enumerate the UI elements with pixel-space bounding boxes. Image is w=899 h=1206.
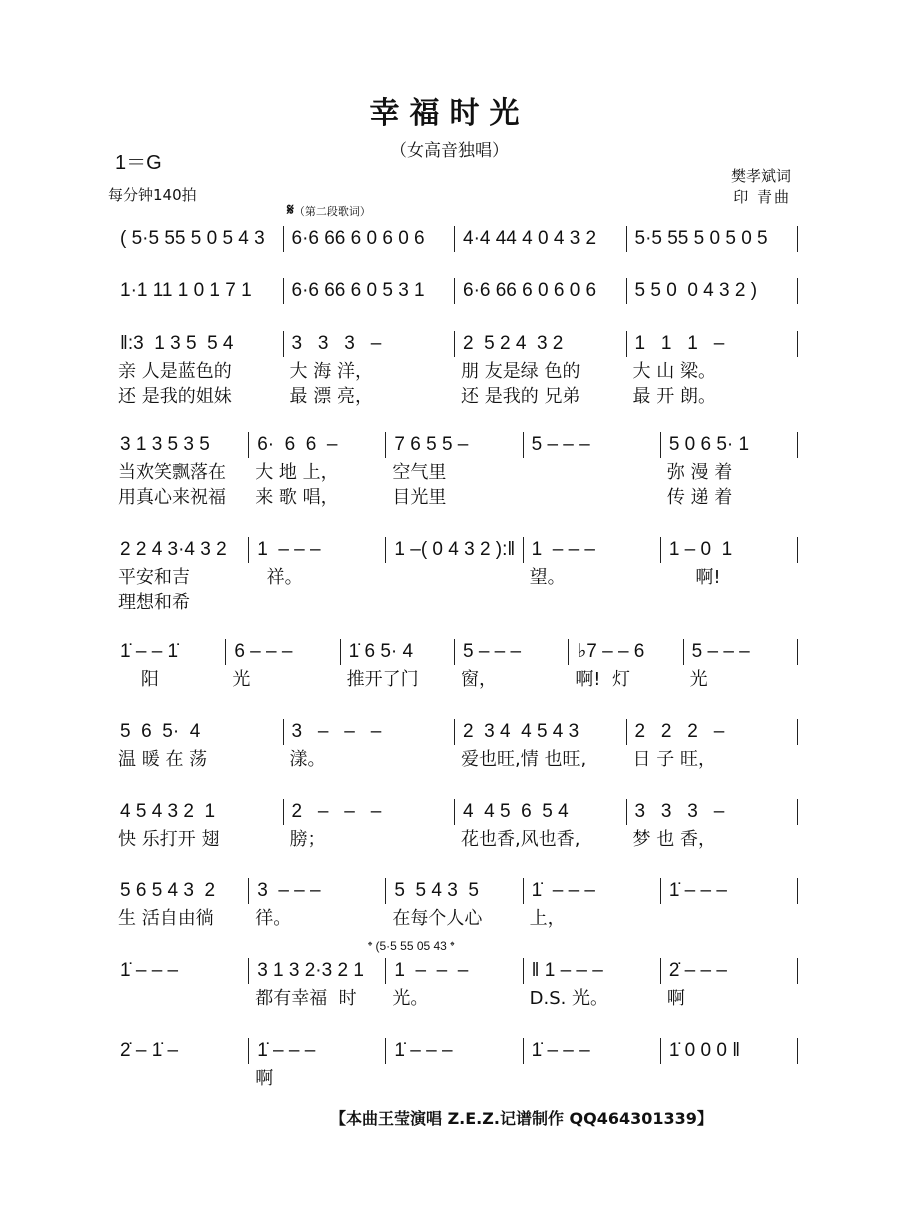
measure: 5·5 55 5 0 5 0 5 [627, 226, 799, 252]
lyric-segment [524, 1066, 661, 1091]
measure: 2̇ – 1̇ – [112, 1038, 249, 1064]
measure: 6 – – – [226, 639, 340, 665]
lyric-segment: 当欢笑飘落在 [118, 462, 226, 483]
measure: 6·6 66 6 0 6 0 6 [455, 278, 627, 304]
composer: 印 青曲 [733, 188, 791, 206]
measure: 3 1 3 5 3 5 [112, 432, 249, 458]
lyric-segment: 推开了门 [346, 669, 419, 690]
score-row [112, 717, 798, 772]
measure: 1 – – – [249, 537, 386, 563]
score-row [112, 276, 798, 306]
measure: 2 2 4 3·4 3 2 [112, 537, 249, 563]
lyric-segment [661, 590, 798, 615]
measure: ‖ 1 – – – [524, 958, 661, 984]
subtitle: （女高音独唱） [390, 141, 509, 161]
measure: 2 5 2 4 3 2 [455, 331, 627, 357]
lyrics-line [112, 460, 798, 485]
notes-line [112, 224, 798, 254]
lyric-segment: 传 递 着 [666, 487, 733, 508]
measure: 5 – – – [455, 639, 569, 665]
lyric-segment: 梦 也 香， [632, 829, 716, 850]
notes-line [112, 535, 798, 565]
lyric-segment: 啊 [666, 988, 685, 1009]
lyric-segment: 朋 友是绿 色的 [461, 361, 581, 382]
lyrics-line [112, 1066, 798, 1091]
lyric-segment [661, 1066, 798, 1091]
score-row [112, 224, 798, 254]
lyrics-line [112, 986, 798, 1011]
lyric-segment [249, 590, 386, 615]
lyric-segment: 膀； [289, 829, 326, 850]
lyrics-line [112, 906, 798, 931]
measure: 3 – – – [284, 719, 456, 745]
lyric-segment: D.S. 光。 [529, 988, 609, 1009]
measure: 5 6 5 4 3 2 [112, 878, 249, 904]
measure: 5 6 5· 4 [112, 719, 284, 745]
lyric-segment: 来 歌 唱， [255, 487, 339, 508]
measure: 3 3 3 – [284, 331, 456, 357]
measure: 1̇ – – 1̇ [112, 639, 226, 665]
score-row [112, 956, 798, 1011]
lyric-segment [524, 460, 661, 485]
measure: 5 0 6 5· 1 [661, 432, 798, 458]
lyrics-line [112, 667, 798, 692]
measure: 1̇ – – – [112, 958, 249, 984]
notes-line [112, 276, 798, 306]
lyric-segment: 阳 [118, 669, 159, 690]
measure: 5 – – – [524, 432, 661, 458]
lyrics-line [112, 359, 798, 384]
lyric-segment [112, 986, 249, 1011]
lyric-segment: 用真心来祝福 [118, 487, 226, 508]
lyrics-line [112, 747, 798, 772]
segno-note: （第二段歌词） [293, 205, 371, 218]
lyric-segment: 理想和希 [118, 592, 190, 613]
measure: 2 – – – [284, 799, 456, 825]
lyrics-line [112, 485, 798, 510]
measure: 1 – – – [386, 958, 523, 984]
lyric-segment [386, 590, 523, 615]
measure: 4 4 5 6 5 4 [455, 799, 627, 825]
lyric-segment: 最 开 朗。 [632, 386, 716, 407]
lyric-segment: 啊! [666, 567, 721, 588]
lyric-segment: 花也香,风也香, [461, 829, 581, 850]
measure: 3 1 3 2·3 2 1 [249, 958, 386, 984]
measure: 6·6 66 6 0 5 3 1 [284, 278, 456, 304]
measure: 4·4 44 4 0 4 3 2 [455, 226, 627, 252]
measure: 1̇ 6 5· 4 [341, 639, 455, 665]
segno-marker [287, 200, 371, 220]
lyric-segment: 空气里 [392, 462, 447, 483]
lyric-segment: 生 活自由徜 [118, 908, 214, 929]
notes-line [112, 956, 798, 986]
measure: ♭7 – – 6 [569, 639, 683, 665]
measure: 5 5 4 3 5 [386, 878, 523, 904]
lyric-segment: 上， [529, 908, 566, 929]
lyric-segment [112, 1066, 249, 1091]
notes-line [112, 797, 798, 827]
measure: 1̇ – – – [249, 1038, 386, 1064]
measure: 1 – – – [524, 537, 661, 563]
measure: 3 – – – [249, 878, 386, 904]
measure: 1̇ – – – [386, 1038, 523, 1064]
measure: 2̇ – – – [661, 958, 798, 984]
lyric-segment [386, 1066, 523, 1091]
coda-passage: 𝄌 (5·5 55 05 43 𝄌 [368, 939, 455, 953]
lyric-segment: 漾。 [289, 749, 326, 770]
notes-line [112, 717, 798, 747]
lyric-segment: 窗， [460, 669, 497, 690]
score-row [112, 797, 798, 852]
measure: 5 – – – [684, 639, 798, 665]
lyric-segment: 祥。 [255, 567, 303, 588]
lyric-segment: 都有幸福 时 [255, 988, 357, 1009]
score-row [112, 329, 798, 409]
tempo: 每分钟140拍 [108, 186, 197, 204]
lyric-segment: 温 暖 在 荡 [118, 749, 208, 770]
measure: 2 3 4 4 5 4 3 [455, 719, 627, 745]
lyrics-line [112, 590, 798, 615]
lyric-segment [661, 906, 798, 931]
measure: 2 2 2 – [627, 719, 799, 745]
measure: 1 – 0 1 [661, 537, 798, 563]
measure: 1̇ – – – [524, 878, 661, 904]
lyric-segment: 大 地 上， [255, 462, 339, 483]
lyricist: 樊孝斌词 [730, 167, 791, 185]
lyrics-line [112, 565, 798, 590]
score-row [112, 876, 798, 931]
notes-line [112, 329, 798, 359]
lyrics-line [112, 827, 798, 852]
measure: 1̇ – – – [524, 1038, 661, 1064]
notes-line [112, 1036, 798, 1066]
lyric-segment: 光 [689, 669, 708, 690]
lyric-segment: 亲 人是蓝色的 [118, 361, 232, 382]
lyric-segment: 徉。 [255, 908, 292, 929]
notes-line [112, 637, 798, 667]
lyric-segment: 目光里 [392, 487, 447, 508]
lyric-segment: 大 海 洋， [289, 361, 373, 382]
score-row [112, 637, 798, 692]
notes-line [112, 430, 798, 460]
measure: ‖:3 1 3 5 5 4 [112, 331, 284, 357]
score-row [112, 535, 798, 615]
measure: 1 1 1 – [627, 331, 799, 357]
lyric-segment: 最 漂 亮， [289, 386, 373, 407]
lyric-segment: 爱也旺,情 也旺, [461, 749, 587, 770]
lyric-segment [524, 590, 661, 615]
lyric-segment: 啊! 灯 [575, 669, 630, 690]
segno-icon: 𝄋 [287, 200, 294, 219]
measure: 1·1 11 1 0 1 7 1 [112, 278, 284, 304]
lyric-segment [386, 565, 523, 590]
lyric-segment: 平安和吉 [118, 567, 190, 588]
measure: ( 5·5 55 5 0 5 4 3 [112, 226, 284, 252]
measure: 7 6 5 5 – [386, 432, 523, 458]
lyric-segment: 在每个人心 [392, 908, 483, 929]
score-row [112, 1036, 798, 1091]
lyric-segment: 快 乐打开 翅 [118, 829, 220, 850]
measure: 1̇ 0 0 0 ‖ [661, 1038, 798, 1064]
measure: 5 5 0 0 4 3 2 ) [627, 278, 799, 304]
key-signature: 1＝G [115, 152, 162, 174]
credits-footer: 【本曲王莹演唱 Z.E.Z.记谱制作 QQ464301339】 [330, 1109, 713, 1128]
notes-line [112, 876, 798, 906]
measure: 3 3 3 – [627, 799, 799, 825]
lyric-segment [524, 485, 661, 510]
lyric-segment: 弥 漫 着 [666, 462, 733, 483]
lyric-segment: 日 子 旺， [632, 749, 716, 770]
lyric-segment: 光 [232, 669, 251, 690]
lyric-segment: 啊 [255, 1068, 274, 1089]
lyric-segment: 还 是我的 兄弟 [461, 386, 581, 407]
measure: 6·6 66 6 0 6 0 6 [284, 226, 456, 252]
score-row [112, 430, 798, 510]
measure: 1̇ – – – [661, 878, 798, 904]
lyric-segment: 望。 [529, 567, 566, 588]
lyric-segment: 还 是我的姐妹 [118, 386, 232, 407]
measure: 6· 6 6 – [249, 432, 386, 458]
measure: 1 –( 0 4 3 2 ):‖ [386, 537, 523, 563]
measure: 4 5 4 3 2 1 [112, 799, 284, 825]
song-title: 幸福时光 [369, 96, 530, 131]
lyric-segment: 大 山 梁。 [632, 361, 716, 382]
lyric-segment: 光。 [392, 988, 429, 1009]
lyrics-line [112, 384, 798, 409]
